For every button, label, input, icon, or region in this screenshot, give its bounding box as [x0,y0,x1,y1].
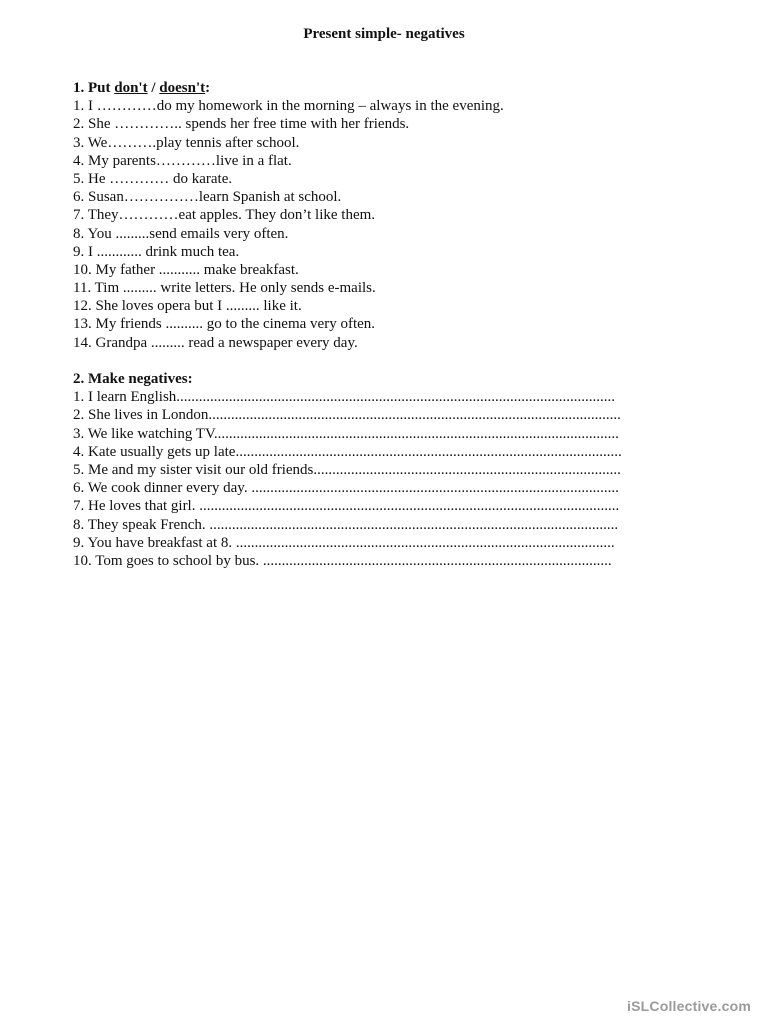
exercise-1-item: 7. They…………eat apples. They don’t like them. [73,207,376,224]
exercise-1-item: 11. Tim ......... write letters. He only sends e-mails. [73,280,376,297]
word-dont: don't [114,80,148,96]
exercise-1-item: 9. I ............ drink much tea. [73,243,240,260]
exercise-1-item: 6. Susan……………learn Spanish at school. [73,189,342,206]
exercise-2-item: 4. Kate usually gets up late....................................................................................................... [73,443,622,460]
exercise-2 [73,370,713,570]
exercise-2-item: 6. We cook dinner every day. .................................................................................................. [73,480,619,497]
exercise-2-item: 3. We like watching TV............................................................................................................ [73,425,619,442]
exercise-1-item: 2. She ………….. spends her free time with her friends. [73,116,410,133]
exercise-1-item: 8. You .........send emails very often. [73,225,289,242]
exercise-1-item: 10. My father ........... make breakfast. [73,261,299,278]
page-title: Present simple- negatives [303,26,465,42]
exercise-2-item: 5. Me and my sister visit our old friends.................................................................................. [73,461,621,478]
exercise-1-item: 5. He ………… do karate. [73,170,233,187]
heading-prefix: 1. Put [73,80,115,96]
exercise-1 [73,79,713,352]
heading-colon: : [205,80,211,96]
exercise-2-item: 9. You have breakfast at 8. ..................................................................................................... [73,534,615,551]
exercise-1-item: 3. We……….play tennis after school. [73,134,300,151]
exercise-2-item: 2. She lives in London.............................................................................................................. [73,407,621,424]
exercise-1-item: 1. I …………do my homework in the morning – always in the evening. [73,98,504,115]
watermark: iSLCollective.com [627,998,751,1014]
exercise-2-item: 7. He loves that girl. ................................................................................................................ [73,498,620,515]
exercise-2-heading: 2. Make negatives: [73,371,193,387]
exercise-2-item: 1. I learn English..................................................................................................................... [73,389,616,406]
word-doesnt: doesn't [159,80,206,96]
exercise-1-item: 4. My parents…………live in a flat. [73,152,292,169]
heading-slash: / [147,80,160,96]
exercise-1-item: 14. Grandpa ......... read a newspaper every day. [73,334,358,351]
exercise-1-item: 12. She loves opera but I ......... like it. [73,298,302,315]
exercise-2-item: 8. They speak French. ............................................................................................................. [73,516,619,533]
exercise-1-heading [73,79,713,97]
exercise-1-item: 13. My friends .......... go to the cinema very often. [73,316,376,333]
exercise-2-item: 10. Tom goes to school by bus. ............................................................................................. [73,552,612,569]
